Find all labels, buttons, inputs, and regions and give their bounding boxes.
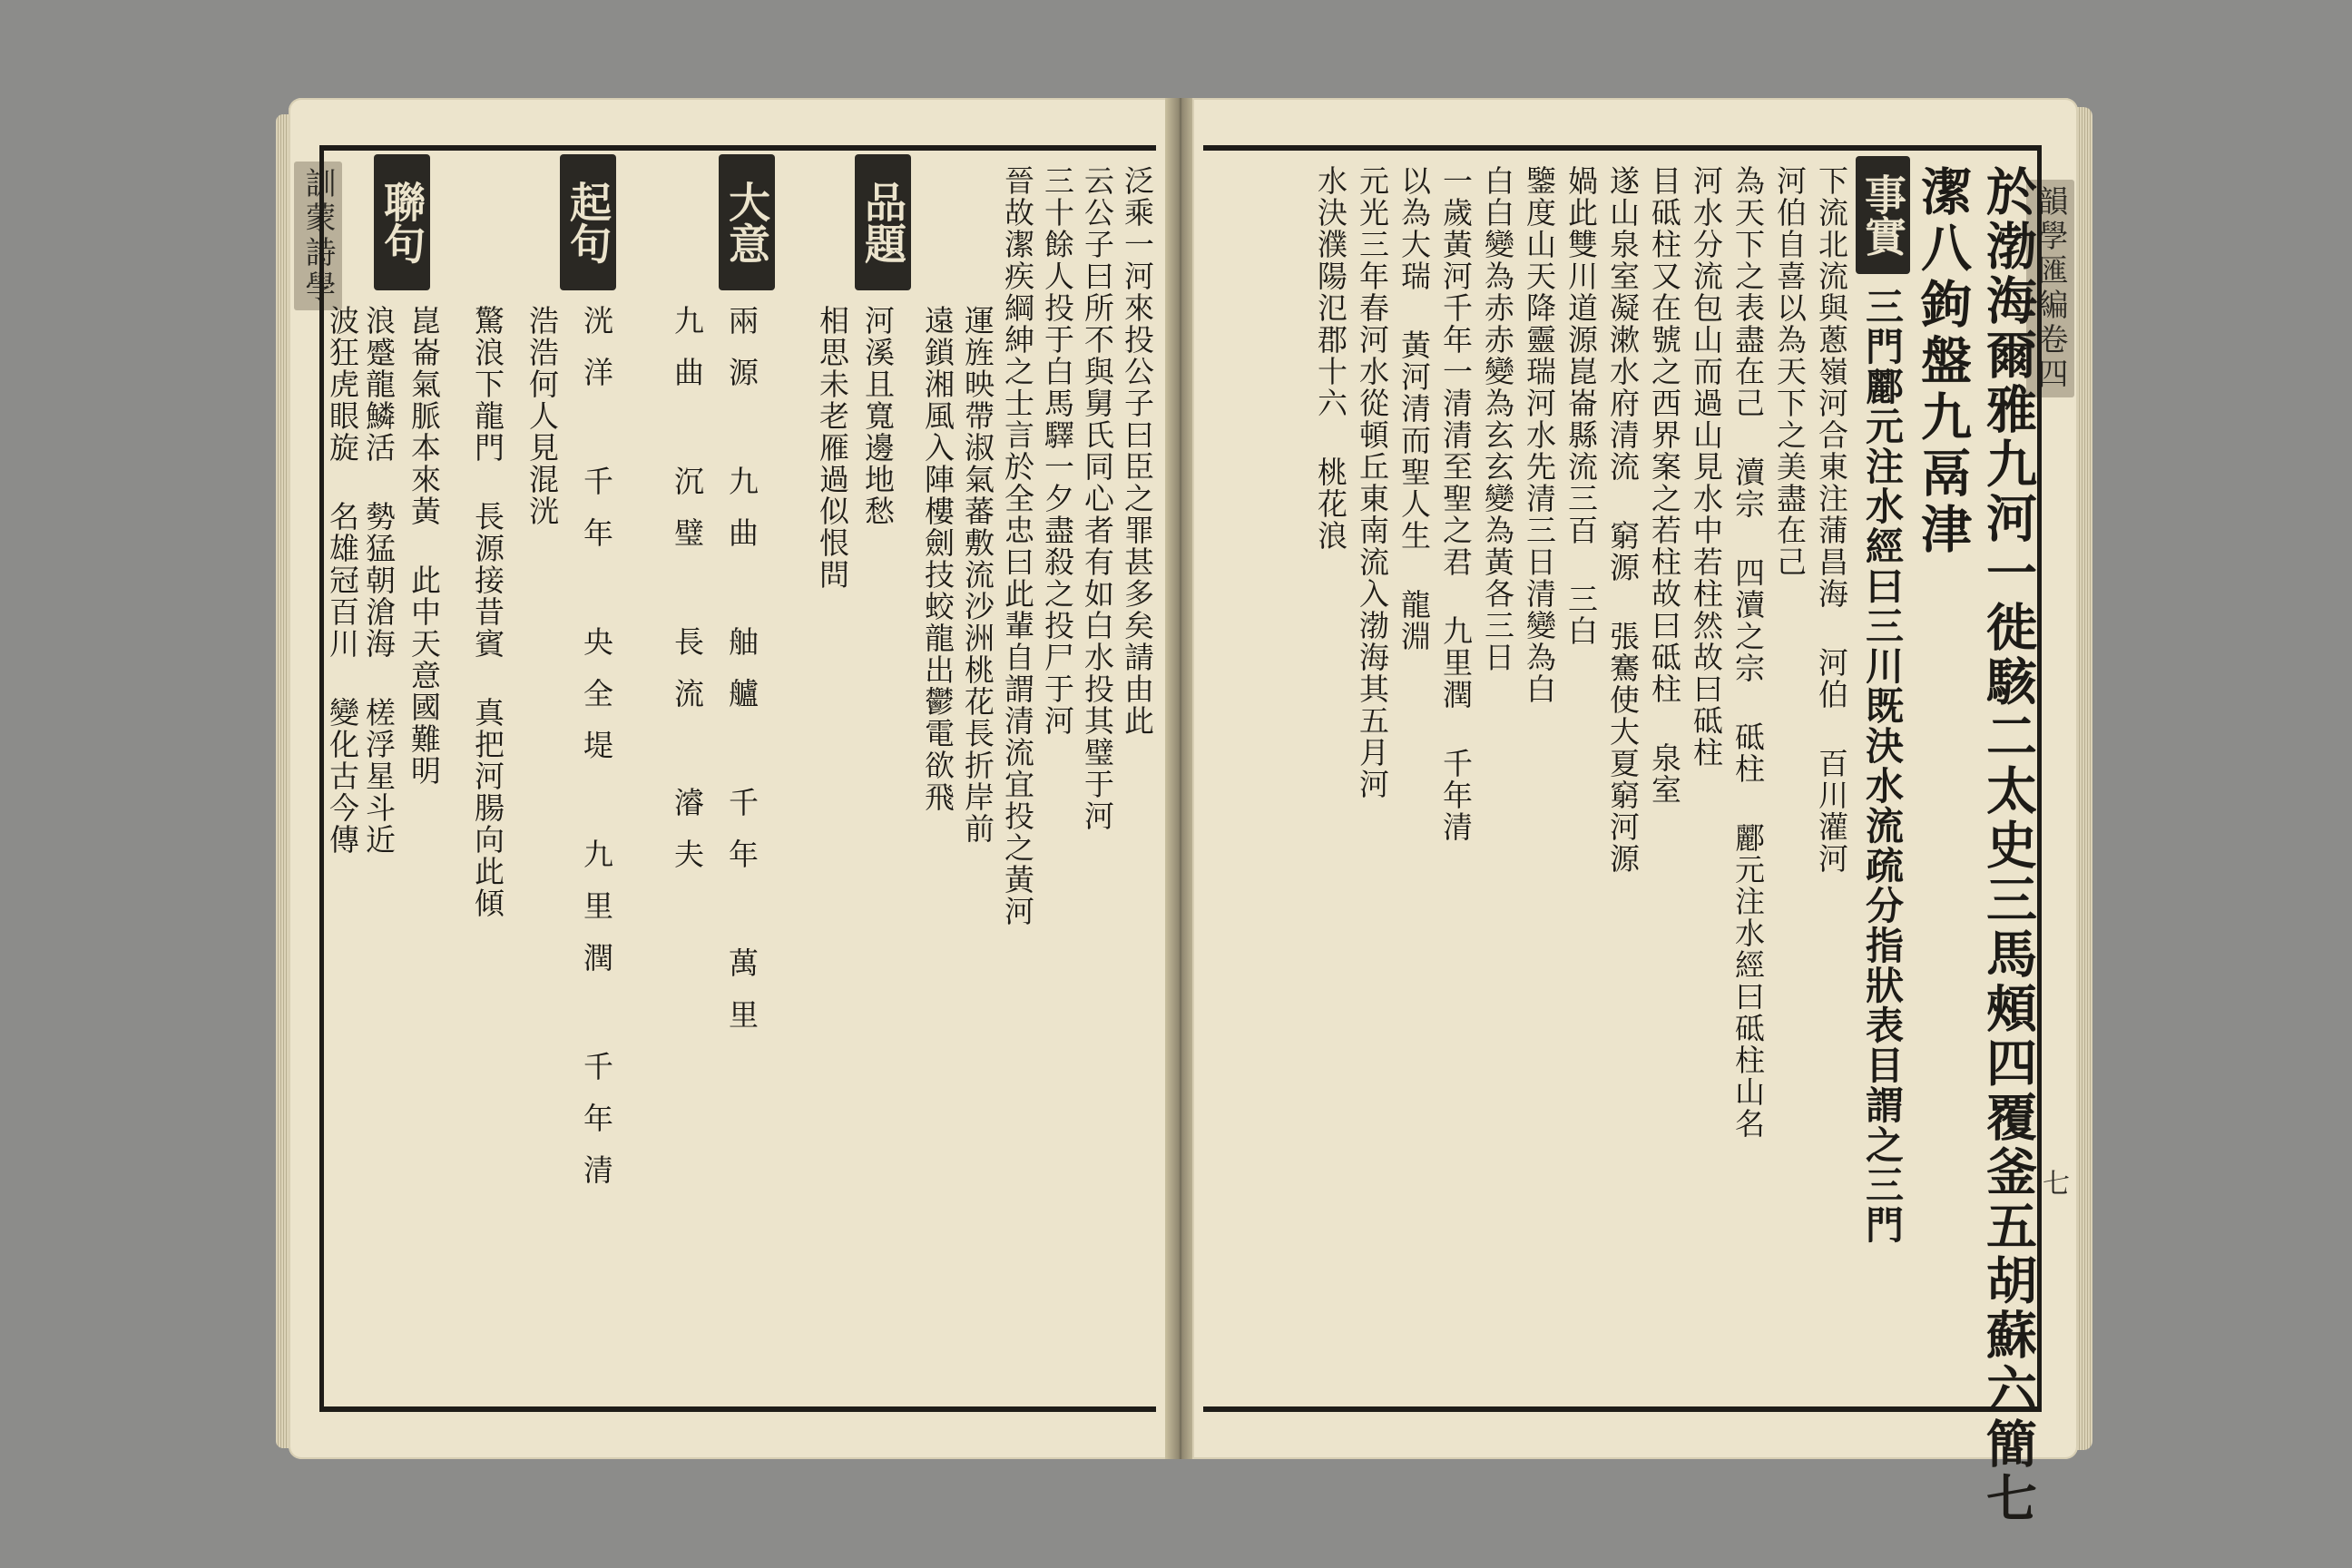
text-column: 三門酈元注水經曰三川既決水流疏分指狀表目謂之三門 xyxy=(1860,287,1905,1245)
dayi-column: 兩源 九曲 舳艫 千年 萬里 xyxy=(724,305,760,1051)
text-column: 云公子曰所不與舅氏同心者有如白水投其璧于河 xyxy=(1080,165,1115,832)
text-column: 遂山泉室凝漱水府清流 窮源 張騫使大夏窮河源 xyxy=(1605,165,1641,875)
text-column: 遠鎖湘風入陣樓劍技蛟龍出鬱電欲飛 xyxy=(920,305,956,813)
text-column: 河水分流包山而過山見水中若柱然故曰砥柱 xyxy=(1689,165,1724,769)
right-page-frame xyxy=(1203,145,2042,1526)
dayi-column: 九曲 沉璧 長流 濬夫 xyxy=(670,305,705,890)
left-margin-title: 訓蒙詩學 xyxy=(294,162,342,310)
page-number: 七 xyxy=(2037,1169,2069,1196)
text-column: 為天下之表盡在己 瀆宗 四瀆之宗 砥柱 酈元注水經曰砥柱山名 xyxy=(1730,165,1766,1140)
text-column: 元光三年春河水從頓丘東南流入渤海其五月河 xyxy=(1355,165,1390,800)
label-lianju: 聯句 xyxy=(374,154,430,290)
text-column: 運旌映帶淑氣蕃敷流沙洲桃花長折岸前 xyxy=(960,305,995,845)
text-column: 三十餘人投于白馬驛一夕盡殺之投尸于河 xyxy=(1040,165,1075,737)
text-column: 白白變為赤赤變為玄玄變為黃各三日 xyxy=(1480,165,1515,673)
lianju-column: 崑崙氣脈本來黃 此中天意國難明 xyxy=(407,305,442,787)
right-margin-title: 韻學匯編卷四 xyxy=(2026,180,2074,397)
text-column: 晉故潔疾綱紳之士言於全忠曰此輩自謂清流宜投之黃河 xyxy=(1000,165,1035,927)
header-line: 於渤海爾雅九河一徙駭二太史三馬頰四覆釜五胡蘇六簡七 xyxy=(1978,165,2038,1526)
left-page-frame xyxy=(319,145,1156,1412)
open-book xyxy=(289,98,2078,1526)
right-page xyxy=(1192,98,2078,1526)
subheader: 潔八鉤盤九鬲津 xyxy=(1913,165,1973,559)
text-column: 泛乘一河來投公子曰臣之罪甚多矣請由此 xyxy=(1120,165,1155,737)
pinti-column: 河溪且寬邊地愁 xyxy=(860,305,896,527)
qiju-column: 洸洋 千年 央全堤 九里潤 千年清 xyxy=(579,305,614,1206)
label-pinti: 品題 xyxy=(855,154,911,290)
label-shishi: 事實 xyxy=(1856,156,1910,274)
text-column: 下流北流與蔥嶺河合東注蒲昌海 河伯 百川灌河 xyxy=(1814,165,1849,875)
lianju-column: 波狂虎眼旋 名雄冠百川 變化古今傳 xyxy=(325,305,360,856)
book-gutter xyxy=(1165,98,1196,1459)
text-column: 目砥柱又在號之西界案之若柱故曰砥柱 泉室 xyxy=(1647,165,1682,806)
text-column: 媧此雙川道源崑崙縣流三百 三白 xyxy=(1563,165,1599,647)
left-page xyxy=(289,98,1169,1459)
qiju-column: 浩浩何人見混洸 xyxy=(524,305,560,527)
text-column: 河伯自喜以為天下之美盡在己 xyxy=(1772,165,1808,578)
text-column: 以為大瑞 黃河清而聖人生 龍淵 xyxy=(1396,165,1432,652)
label-qiju: 起句 xyxy=(560,154,616,290)
qiju-column: 驚浪下龍門 長源接昔賓 真把河腸向此傾 xyxy=(470,305,505,919)
lianju-column: 浪蹙龍鱗活 勢猛朝滄海 槎浮星斗近 xyxy=(361,305,397,856)
text-column: 水決濮陽氾郡十六 桃花浪 xyxy=(1313,165,1348,552)
pinti-column: 相思未老雁過似恨問 xyxy=(815,305,850,591)
label-dayi: 大意 xyxy=(719,154,775,290)
text-column: 鑒度山天降靈瑞河水先清三日清變為白 xyxy=(1522,165,1557,705)
text-column: 一歲黃河千年一清清至聖之君 九里潤 千年清 xyxy=(1438,165,1474,843)
